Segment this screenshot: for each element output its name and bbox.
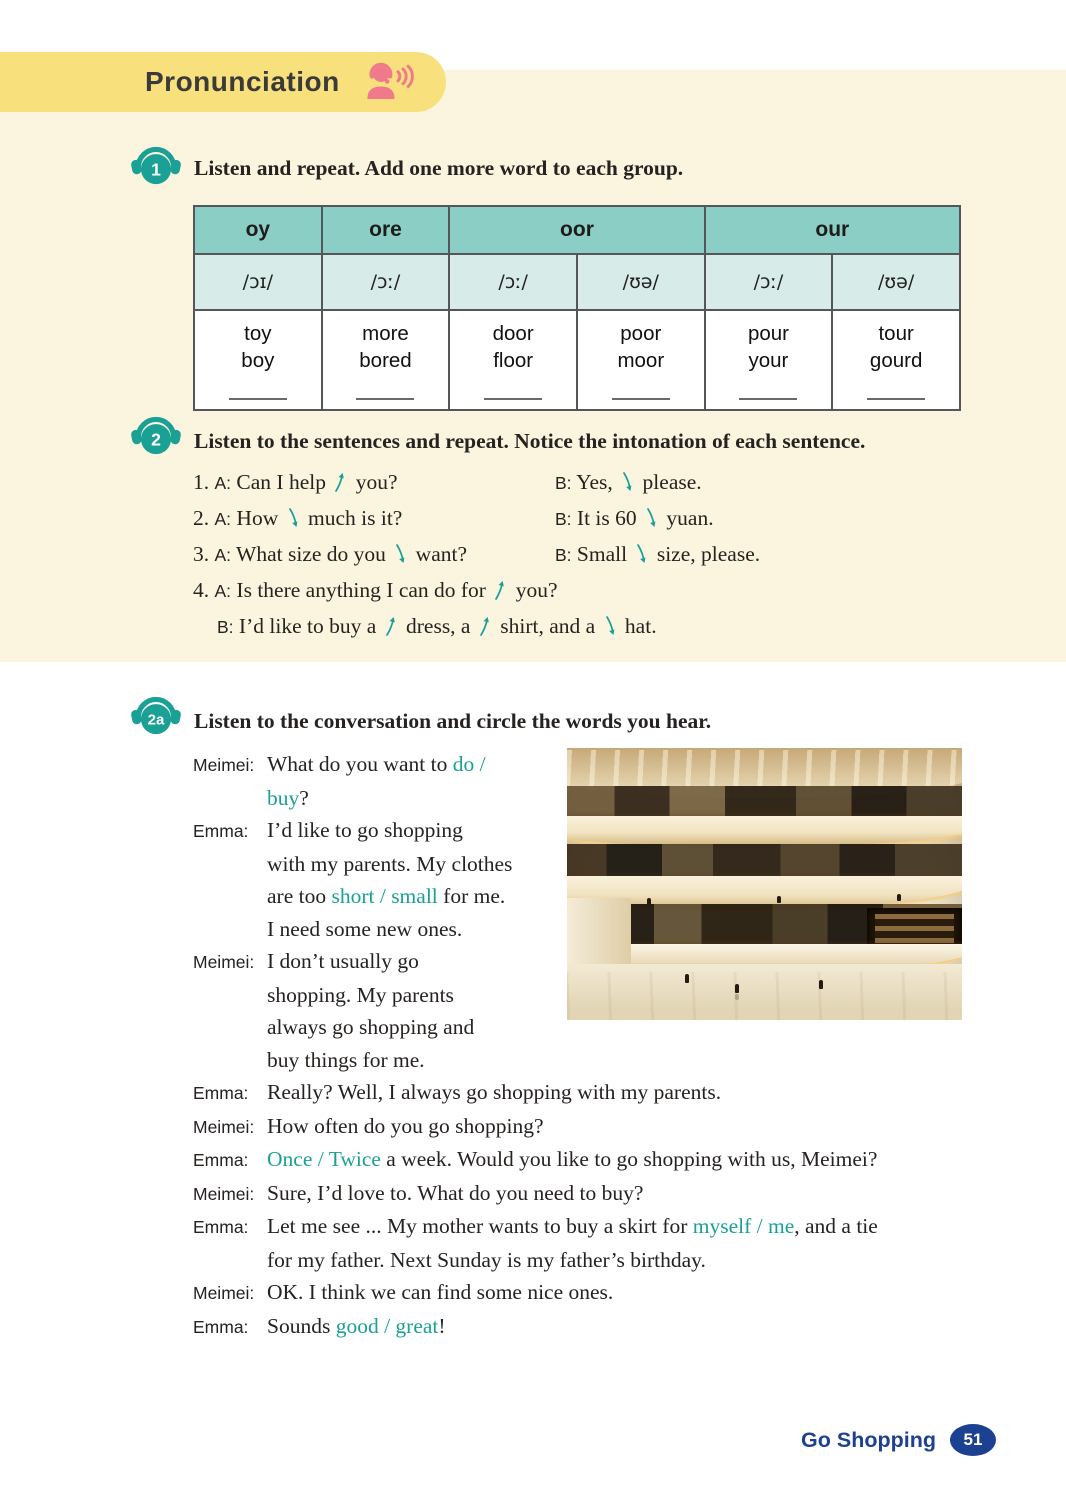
dialogue-line: Meimei: How often do you go shopping?	[193, 1110, 1045, 1144]
pronunciation-header	[0, 52, 446, 112]
choice-words: short / small	[331, 884, 438, 908]
choice-words: good / great	[335, 1313, 439, 1338]
speaker-label: Emma:	[193, 1217, 249, 1237]
sentence-3a	[193, 542, 555, 567]
falling-intonation-icon	[604, 615, 617, 637]
speaker-label: Meimei:	[193, 1183, 255, 1204]
page-footer	[801, 1424, 996, 1456]
sentence-text: How much is it?	[236, 506, 403, 530]
sentence-text: Small size, please.	[576, 542, 761, 566]
phonetic-cell: /ɔː/	[705, 254, 833, 310]
sentence-number: 1.	[193, 470, 210, 494]
word: door	[492, 322, 534, 345]
sentence-text: Is there anything I can do for you?	[236, 578, 558, 602]
photo-ceiling-lights	[567, 750, 962, 790]
sentence-4b	[217, 614, 1043, 639]
answer-blank	[356, 384, 414, 400]
sentence-2a	[193, 506, 555, 531]
speaker-headset-icon	[364, 61, 416, 103]
speaker-label: Meimei:	[193, 952, 255, 972]
intonation-sentences	[193, 470, 1043, 650]
words-cell	[705, 310, 833, 410]
dialogue-line: Emma: Sounds good / great!	[193, 1310, 1045, 1344]
answer-blank	[229, 384, 287, 400]
word: moor	[617, 349, 665, 372]
speaker-label: Emma:	[193, 1150, 249, 1170]
photo-person	[897, 894, 901, 901]
words-cell	[577, 310, 705, 410]
word: gourd	[869, 349, 923, 372]
speaker-label: Emma:	[193, 821, 249, 841]
mall-photo	[567, 748, 962, 1020]
dialogue-line: Meimei: OK. I think we can find some nice ones.	[193, 1276, 1045, 1310]
sentence-3b	[555, 542, 1043, 567]
table-words-row	[194, 310, 960, 410]
word: pour	[747, 322, 789, 345]
dialogue-line: Meimei: Sure, I’d love to. What do you need to buy?	[193, 1177, 1045, 1211]
word: boy	[241, 349, 275, 372]
phonetic-cell: /ʊə/	[832, 254, 960, 310]
group-header-our: our	[705, 206, 960, 254]
sentence-text: Can I help you?	[236, 470, 398, 494]
dialogue-line: Emma: Once / Twice a week. Would you like to go shopping with us, Meimei?	[193, 1143, 1045, 1177]
sentence-text: It is 60 yuan.	[576, 506, 714, 530]
svg-text:2a: 2a	[147, 711, 165, 729]
falling-intonation-icon	[287, 507, 300, 529]
group-header-ore: ore	[322, 206, 450, 254]
phonetic-cell: /ɔɪ/	[194, 254, 322, 310]
svg-text:2: 2	[151, 429, 161, 450]
choice-words: myself / me	[692, 1214, 795, 1238]
table-phonetic-row	[194, 254, 960, 310]
rising-intonation-icon	[334, 471, 347, 493]
sentence-text: I’d like to buy a dress, a shirt, and a hat.	[238, 614, 657, 638]
sentence-text: Yes, please.	[576, 470, 702, 494]
answer-blank	[612, 384, 670, 400]
photo-left-wall	[567, 898, 631, 968]
speaker-label: Meimei:	[193, 1283, 255, 1303]
exercise2a-headphones-badge	[128, 690, 184, 740]
phonetic-cell: /ɔː/	[449, 254, 577, 310]
photo-person	[685, 974, 689, 983]
rising-intonation-icon	[479, 615, 492, 637]
sentence-2b	[555, 506, 1043, 531]
speaker-label: Meimei:	[193, 755, 255, 775]
choice-words: buy	[267, 785, 300, 810]
phonetic-cell: /ɔː/	[322, 254, 450, 310]
word: tour	[878, 322, 914, 345]
sentence-4a	[193, 578, 1043, 603]
speaker-a-label: A:	[214, 473, 232, 493]
sentence-1b	[555, 470, 1043, 495]
rising-intonation-icon	[494, 579, 507, 601]
sentence-1a	[193, 470, 555, 495]
speaker-label: Meimei:	[193, 1116, 255, 1137]
conversation	[193, 748, 1045, 1343]
sentence-row-3	[193, 542, 1043, 567]
sentence-row-4a	[193, 578, 1043, 603]
answer-blank	[867, 384, 925, 400]
speaker-label: Emma:	[193, 1083, 249, 1103]
speaker-b-label: B:	[217, 617, 234, 637]
dialogue-line: Emma: I’d like to go shopping with my parents. My clothes are too short / small for me. I need some new ones.	[193, 814, 567, 945]
page-title: Pronunciation	[145, 66, 340, 97]
photo-person	[735, 984, 739, 993]
group-header-oor: oor	[449, 206, 704, 254]
words-cell	[449, 310, 577, 410]
page-number-badge: 51	[950, 1424, 996, 1456]
phonics-table	[193, 205, 961, 411]
words-cell	[322, 310, 450, 410]
rising-intonation-icon	[385, 615, 398, 637]
photo-person	[777, 896, 781, 903]
group-header-oy: oy	[194, 206, 322, 254]
conversation-top-block	[193, 748, 1045, 1076]
falling-intonation-icon	[394, 543, 407, 565]
exercise2a-instruction: Listen to the conversation and circle the words you hear.	[194, 709, 712, 733]
speaker-b-label: B:	[555, 473, 572, 493]
dialogue-line: Emma: Let me see ... My mother wants to buy a skirt for myself / me, and a tie for my father. Next Sunday is my father’s birthday.	[193, 1210, 1045, 1276]
exercise1-instruction: Listen and repeat. Add one more word to each group.	[194, 156, 684, 180]
falling-intonation-icon	[645, 507, 658, 529]
sentence-number: 2.	[193, 506, 210, 530]
dialogue-narrow-column	[193, 748, 567, 1076]
sentence-number: 3.	[193, 542, 210, 566]
dialogue-line: Emma: Really? Well, I always go shopping with my parents.	[193, 1076, 1045, 1110]
dialogue-full-width-block	[193, 1076, 1045, 1343]
table-group-header-row	[194, 206, 960, 254]
photo-balcony-band	[567, 816, 962, 846]
photo-person	[819, 980, 823, 989]
word: bored	[359, 349, 412, 372]
word: your	[748, 349, 789, 372]
choice-words: Once / Twice	[267, 1147, 381, 1171]
words-cell	[832, 310, 960, 410]
answer-blank	[484, 384, 542, 400]
sentence-row-2	[193, 506, 1043, 531]
sentence-text: What size do you want?	[236, 542, 468, 566]
words-cell	[194, 310, 322, 410]
sentence-number: 4.	[193, 578, 210, 602]
dialogue-line: Meimei: I don’t usually go shopping. My parents always go shopping and buy things for me.	[193, 945, 567, 1076]
word: more	[362, 322, 409, 345]
speaker-a-label: A:	[214, 545, 232, 565]
falling-intonation-icon	[635, 543, 648, 565]
phonetic-cell: /ʊə/	[577, 254, 705, 310]
photo-floor-reflections	[567, 972, 962, 1020]
word: poor	[620, 322, 662, 345]
falling-intonation-icon	[621, 471, 634, 493]
unit-title: Go Shopping	[801, 1427, 936, 1452]
exercise2-instruction: Listen to the sentences and repeat. Notice the intonation of each sentence.	[194, 429, 866, 453]
speaker-label: Emma:	[193, 1316, 249, 1337]
sentence-row-1	[193, 470, 1043, 495]
speaker-b-label: B:	[555, 509, 572, 529]
speaker-a-label: A:	[214, 509, 232, 529]
dialogue-line: Meimei: What do you want to do / buy?	[193, 748, 567, 814]
choice-words: do /	[452, 752, 486, 776]
speaker-a-label: A:	[214, 581, 232, 601]
word: toy	[244, 322, 272, 345]
photo-person	[647, 898, 651, 905]
exercise2-headphones-badge	[128, 410, 184, 460]
exercise1-headphones-badge	[128, 140, 184, 190]
photo-person-reflection	[735, 994, 739, 1000]
speaker-b-label: B:	[555, 545, 572, 565]
word: floor	[493, 349, 534, 372]
svg-text:1: 1	[151, 159, 161, 180]
answer-blank	[739, 384, 797, 400]
